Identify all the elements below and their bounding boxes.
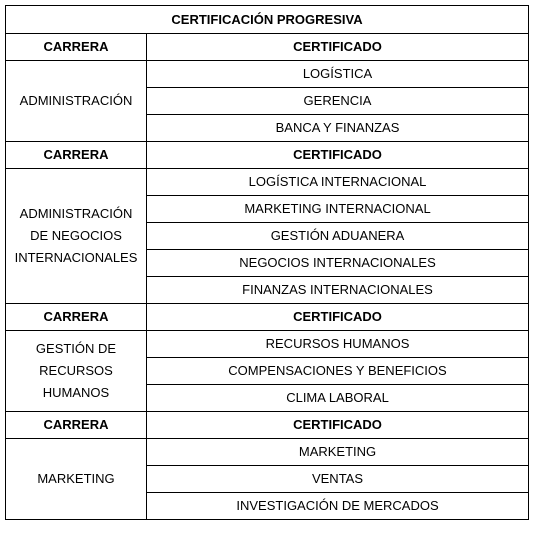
carrera-line: ADMINISTRACIÓN [19, 93, 133, 108]
certificado-cell: MARKETING INTERNACIONAL [147, 196, 529, 223]
table-row [6, 439, 529, 466]
title-row [6, 6, 529, 34]
header-row [6, 412, 529, 439]
certification-table [5, 5, 529, 520]
carrera-line: ADMINISTRACIÓN [19, 206, 133, 221]
carrera-line: RECURSOS [39, 363, 113, 378]
certificado-cell: LOGÍSTICA [147, 61, 529, 88]
certificado-cell: CLIMA LABORAL [147, 385, 529, 412]
carrera-header: CARRERA [6, 34, 147, 61]
table-row [6, 61, 529, 88]
certificado-cell: NEGOCIOS INTERNACIONALES [147, 250, 529, 277]
carrera-header: CARRERA [6, 304, 147, 331]
carrera-cell [6, 439, 147, 520]
certificado-header: CERTIFICADO [147, 34, 529, 61]
table-row [6, 331, 529, 358]
carrera-cell [6, 169, 147, 304]
carrera-header: CARRERA [6, 412, 147, 439]
table-row [6, 169, 529, 196]
carrera-cell [6, 61, 147, 142]
carrera-line: GESTIÓN DE [35, 341, 117, 356]
certificado-cell: FINANZAS INTERNACIONALES [147, 277, 529, 304]
certificado-cell: LOGÍSTICA INTERNACIONAL [147, 169, 529, 196]
certificado-cell: VENTAS [147, 466, 529, 493]
table-title: CERTIFICACIÓN PROGRESIVA [6, 6, 529, 34]
certificado-header: CERTIFICADO [147, 142, 529, 169]
certificado-cell: MARKETING [147, 439, 529, 466]
carrera-line: HUMANOS [42, 385, 110, 400]
carrera-line: DE NEGOCIOS [30, 228, 122, 243]
certificado-cell: GESTIÓN ADUANERA [147, 223, 529, 250]
carrera-cell [6, 331, 147, 412]
certificado-cell: RECURSOS HUMANOS [147, 331, 529, 358]
certificado-header: CERTIFICADO [147, 304, 529, 331]
carrera-header: CARRERA [6, 142, 147, 169]
certificado-cell: COMPENSACIONES Y BENEFICIOS [147, 358, 529, 385]
header-row [6, 34, 529, 61]
header-row [6, 142, 529, 169]
carrera-line: MARKETING [37, 471, 115, 486]
certificado-cell: INVESTIGACIÓN DE MERCADOS [147, 493, 529, 520]
certificado-header: CERTIFICADO [147, 412, 529, 439]
carrera-line: INTERNACIONALES [14, 250, 138, 265]
certificado-cell: GERENCIA [147, 88, 529, 115]
certificado-cell: BANCA Y FINANZAS [147, 115, 529, 142]
header-row [6, 304, 529, 331]
